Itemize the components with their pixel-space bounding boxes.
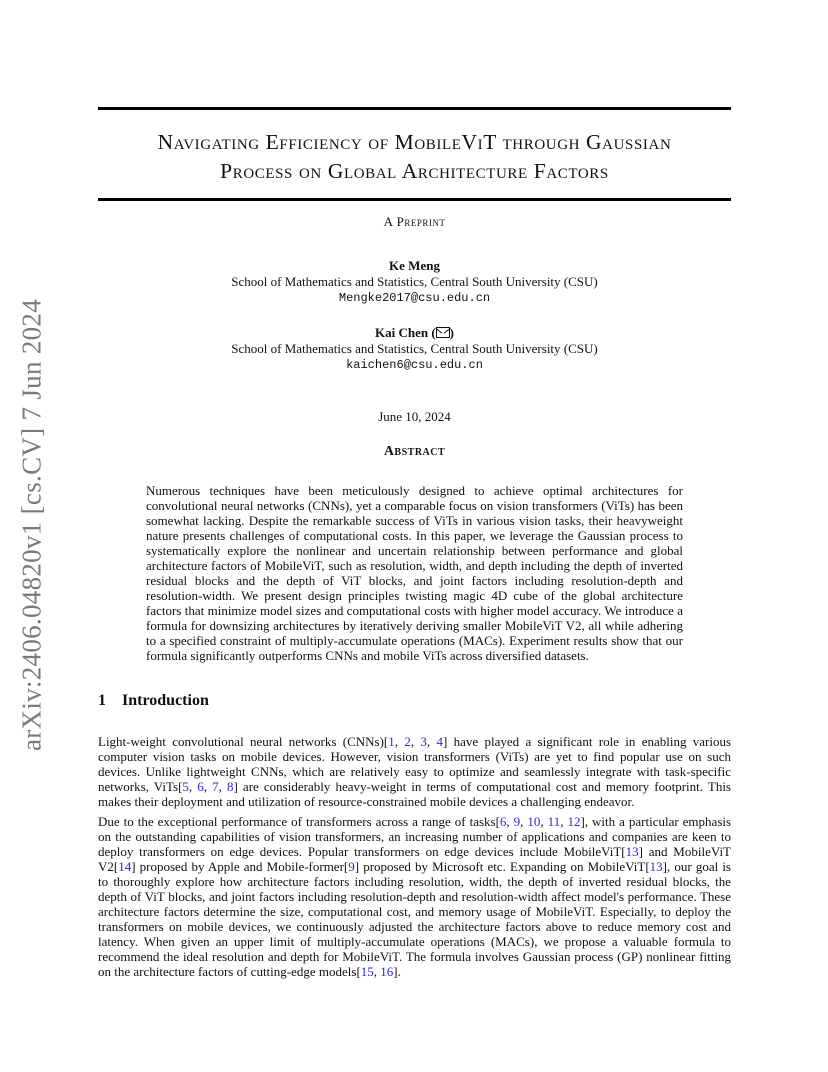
paper-date: June 10, 2024 [378, 409, 451, 424]
citation-link[interactable]: 9 [513, 814, 521, 829]
text-run: ] proposed by Microsoft etc. Expanding on MobileViT[ [354, 859, 650, 874]
citation-link[interactable]: 16 [380, 964, 394, 979]
citation-link[interactable]: 15 [360, 964, 374, 979]
citation-link[interactable]: 2 [404, 734, 411, 749]
author-email[interactable]: Mengke2017@csu.edu.cn [338, 291, 491, 305]
arxiv-sidebar-stamp [14, 295, 50, 755]
citation-link[interactable]: 1 [388, 734, 395, 749]
preprint-label: A Preprint [383, 214, 446, 229]
text-run: ] are considerably heavy-weight in terms of computational cost and memory footprint. This makes their deployment and utilization of resource-constrained mobile devices a challenging endeavor. [98, 779, 731, 809]
citation-link[interactable]: 10 [527, 814, 541, 829]
arxiv-identifier: arXiv:2406.04820v1 [cs.CV] 7 Jun 2024 [16, 298, 47, 752]
citation-link[interactable]: 6 [197, 779, 204, 794]
title-line-1: Navigating Efficiency of MobileViT through Gaussian [157, 130, 672, 154]
text-run: ], our goal is to thoroughly explore how architecture factors including resolution, width, the depth of inverted residual blocks, the depth of ViT blocks, and joint factors including resolution-depth and resolution-width affect model's performance. These architecture factors determine the size, computational cost, and memory usage of MobileViT. Especially, to deploy the transformers on mobile devices, we continuously adjusted the architecture factors above to reduce memory cost and latency. When given an upper limit of multiply-accumulate operations (MACs), we propose a valuable formula to recommend the ideal resolution and depth for MobileViT. The formula involves Gaussian process (GP) nonlinear fitting on the architecture factors of cutting-edge models[ [98, 859, 731, 979]
author-affiliation: School of Mathematics and Statistics, Central South University (CSU) [231, 274, 598, 289]
citation-link[interactable]: 13 [625, 844, 639, 859]
author-block-2 [98, 325, 731, 373]
section-number: 1 [98, 692, 106, 709]
citation-link[interactable]: 11 [547, 814, 561, 829]
text-run: Light-weight convolutional neural networks (CNNs)[ [98, 734, 389, 749]
citation-link[interactable]: 13 [649, 859, 663, 874]
text-run: Due to the exceptional performance of transformers across a range of tasks[ [98, 814, 500, 829]
paper-title [98, 128, 731, 186]
citation-link[interactable]: 3 [420, 734, 427, 749]
citation-link[interactable]: 8 [227, 779, 234, 794]
text-run: ] proposed by Apple and Mobile-former[ [131, 859, 349, 874]
title-rule-top [98, 107, 731, 110]
author-block-1 [98, 258, 731, 306]
citation-link[interactable]: 4 [436, 734, 443, 749]
author-email[interactable]: kaichen6@csu.edu.cn [346, 358, 483, 372]
citation-link[interactable]: 9 [348, 859, 355, 874]
text-run: ] and MobileViT V2[ [98, 844, 731, 874]
text-run: ] have played a significant role in enabling various computer vision tasks on mobile devices. However, vision transformers (ViTs) are yet to find popular use on such devices. Unlike lightweight CNNs, which are relatively easy to optimize and seamlessly integrate with task-specific networks, ViTs[ [98, 734, 732, 794]
section-heading [98, 692, 209, 710]
abstract-text: Numerous techniques have been meticulously designed to achieve optimal architectures for convolutional neural networks (CNNs), yet a comparable focus on vision transformers (ViTs) has been somewhat lacking. Despite the remarkable success of ViTs in various vision tasks, their heavyweight nature presents challenges of computational costs. In this paper, we leverage the Gaussian process to systematically explore the nonlinear and uncertain relationship between performance and global architecture factors of MobileViT, such as resolution, width, and depth including the depth of inverted residual blocks and the depth of ViT blocks, and joint factors including resolution-depth and resolution-width. We present design principles twisting magic 4D cube of the global architecture factors that minimize model sizes and computational costs with higher model accuracy. We introduce a formula for downsizing architectures by iteratively deriving smaller MobileViT V2, all while adhering to a specified constraint of multiply-accumulate operations (MACs). Experiment results show that our formula significantly outperforms CNNs and mobile ViTs across diversified datasets. [146, 483, 683, 663]
citation-link[interactable]: 12 [567, 814, 581, 829]
title-line-2: Process on Global Architecture Factors [220, 159, 609, 183]
citation-link[interactable]: 14 [118, 859, 132, 874]
section-title: Introduction [122, 692, 209, 709]
envelope-icon [436, 327, 450, 338]
citation-link[interactable]: 6 [499, 814, 507, 829]
author-name-line: Kai Chen ( ) [374, 325, 455, 340]
citation-link[interactable]: 7 [212, 779, 219, 794]
title-rule-bottom [98, 198, 731, 201]
intro-paragraph-1: Light-weight convolutional neural networks (CNNs)[1, 2, 3, 4] have played a significant role in enabling various computer vision tasks on mobile devices. However, vision transformers (ViTs) are yet to find popular use on such devices. Unlike lightweight CNNs, which are relatively easy to optimize and seamlessly integrate with task-specific networks, ViTs[5, 6, 7, 8] are considerably heavy-weight in terms of computational cost and memory footprint. This makes their deployment and utilization of resource-constrained mobile devices a challenging endeavor. [98, 734, 732, 809]
text-run: ], with a particular emphasis on the outstanding capabilities of vision transformers, an increasing number of applications and companies are keen to deploy transformers on edge devices. Popular transformers on edge devices include MobileViT[ [98, 814, 732, 859]
abstract-heading: Abstract [383, 444, 446, 459]
citation-link[interactable]: 5 [182, 779, 189, 794]
intro-paragraph-2: Due to the exceptional performance of transformers across a range of tasks[6, 9, 10, 11, 12], with a particular emphasis on the outstanding capabilities of vision transformers, an increasing number of applications and companies are keen to deploy transformers on edge devices. Popular transformers on edge devices include MobileViT[13] and MobileViT V2[14] proposed by Apple and Mobile-former[9] proposed by Microsoft etc. Expanding on MobileViT[13], our goal is to thoroughly explore how architecture factors including resolution, width, the depth of inverted residual blocks, the depth of ViT blocks, and joint factors including resolution-depth and resolution-width affect model's performance. These architecture factors determine the size, computational cost, and memory usage of MobileViT. Especially, to deploy the transformers on mobile devices, we continuously adjusted the architecture factors above to reduce memory cost and latency. When given an upper limit of multiply-accumulate operations (MACs), we propose a valuable formula to recommend the ideal resolution and depth for MobileViT. The formula involves Gaussian process (GP) nonlinear fitting on the architecture factors of cutting-edge models[15, 16]. [98, 814, 732, 979]
author-name: Kai Chen [374, 325, 429, 340]
author-affiliation: School of Mathematics and Statistics, Central South University (CSU) [231, 341, 598, 356]
text-run: ]. [393, 964, 401, 979]
author-name: Ke Meng [389, 258, 440, 273]
